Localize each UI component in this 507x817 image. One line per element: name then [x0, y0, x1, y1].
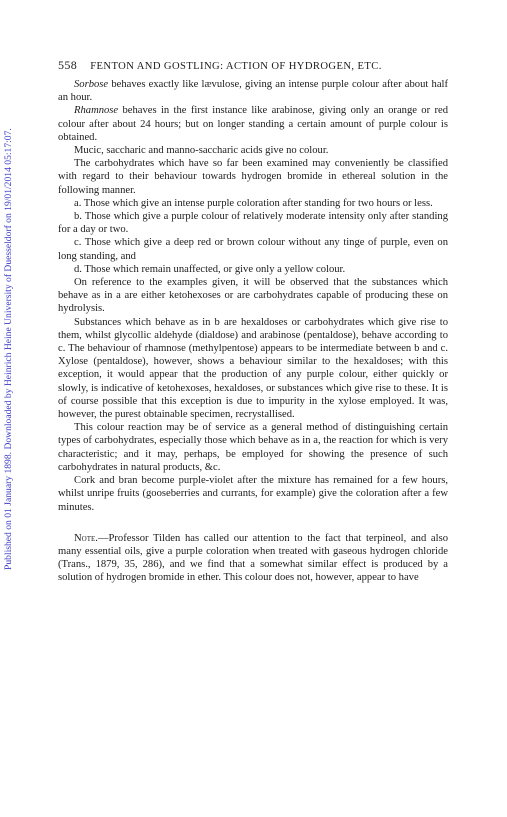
page-number: 558 — [58, 58, 78, 72]
paragraph-lead: Rhamnose — [74, 105, 119, 117]
article-body — [58, 78, 448, 585]
paragraph-lead: Sorbose — [74, 79, 109, 90]
paragraph: This colour reaction may be of service as a general method of distinguishing certain types of carbohydrates, especially those which behave as in a, the reaction for which is very characteristic; and it may, perhaps, be employed for showing the presence of such carbohydrates in natural products, &c. — [58, 422, 448, 473]
page-header — [58, 58, 448, 73]
paragraph: On reference to the examples given, it will be observed that the substances which behave as in a are either ketohexoses or are carbohydrates capable of producing these on hydrolysis. — [58, 277, 448, 315]
paragraph-class-b: b. Those which give a purple colour of relatively moderate intensity only after standing for a day or two. — [58, 211, 448, 236]
paragraph-class-d: d. Those which remain unaffected, or give only a yellow colour. — [74, 263, 346, 275]
paragraph: The carbohydrates which have so far been examined may conveniently be classified with regard to their behaviour towards hydrogen bromide in ethereal solution in the following manner. — [58, 158, 448, 196]
download-watermark — [0, 0, 16, 817]
paragraph-sorbose: Sorbose behaves exactly like lævulose, giving an intense purple colour after about half an hour. — [58, 79, 448, 104]
running-title: FENTON AND GOSTLING: ACTION OF HYDROGEN, ETC. — [90, 61, 382, 72]
paragraph-class-c: c. Those which give a deep red or brown colour without any tinge of purple, even on long standing, and — [58, 237, 448, 262]
watermark-text: Published on 01 January 1898. Downloaded by Heinrich Heine University of Duesseldorf on 19/01/2014 05:17:07. — [3, 128, 14, 570]
note-paragraph — [58, 532, 448, 585]
paragraph-rhamnose: Rhamnose behaves in the first instance like arabinose, giving only an orange or red colour after about 24 hours; but on longer standing a certain amount of purple colour is obtained. — [58, 105, 448, 143]
note-label: Note. — [74, 532, 98, 544]
paragraph: Substances which behave as in b are hexaldoses or carbohydrates which give rise to them, whilst glycollic aldehyde (dialdose) and arabinose (pentaldose), behave according to c. The behaviour of rhamnose (methylpentose) appears to be intermediate between b and c. Xylose (pentaldose), however, shows a behaviour similar to the hexaldoses; with this exception, it would appear that the production of any purple colour, either quickly or slowly, is indicative of ketohexoses, hexaldoses, or substances which give rise to these. It is of course possible that this exception is due to impurity in the xylose employed. It was, however, the purest obtainable specimen, recrystallised. — [58, 316, 448, 421]
paragraph: Mucic, saccharic and manno-saccharic acids give no colour. — [74, 145, 329, 157]
paragraph: Cork and bran become purple-violet after the mixture has remained for a few hours, whilst unripe fruits (gooseberries and currants, for example) give the coloration after a few minutes. — [58, 475, 448, 513]
note-text: —Professor Tilden has called our attention to the fact that terpineol, and also many essential oils, give a purple coloration when treated with gaseous hydrogen chloride (Trans., 1879, 35, 286), and we find that a somewhat similar effect is produced by a solution of hydrogen bromide in ether. This colour does not, however, appear to have — [58, 532, 448, 584]
paragraph-class-a: a. Those which give an intense purple coloration after standing for two hours or less. — [74, 197, 433, 209]
